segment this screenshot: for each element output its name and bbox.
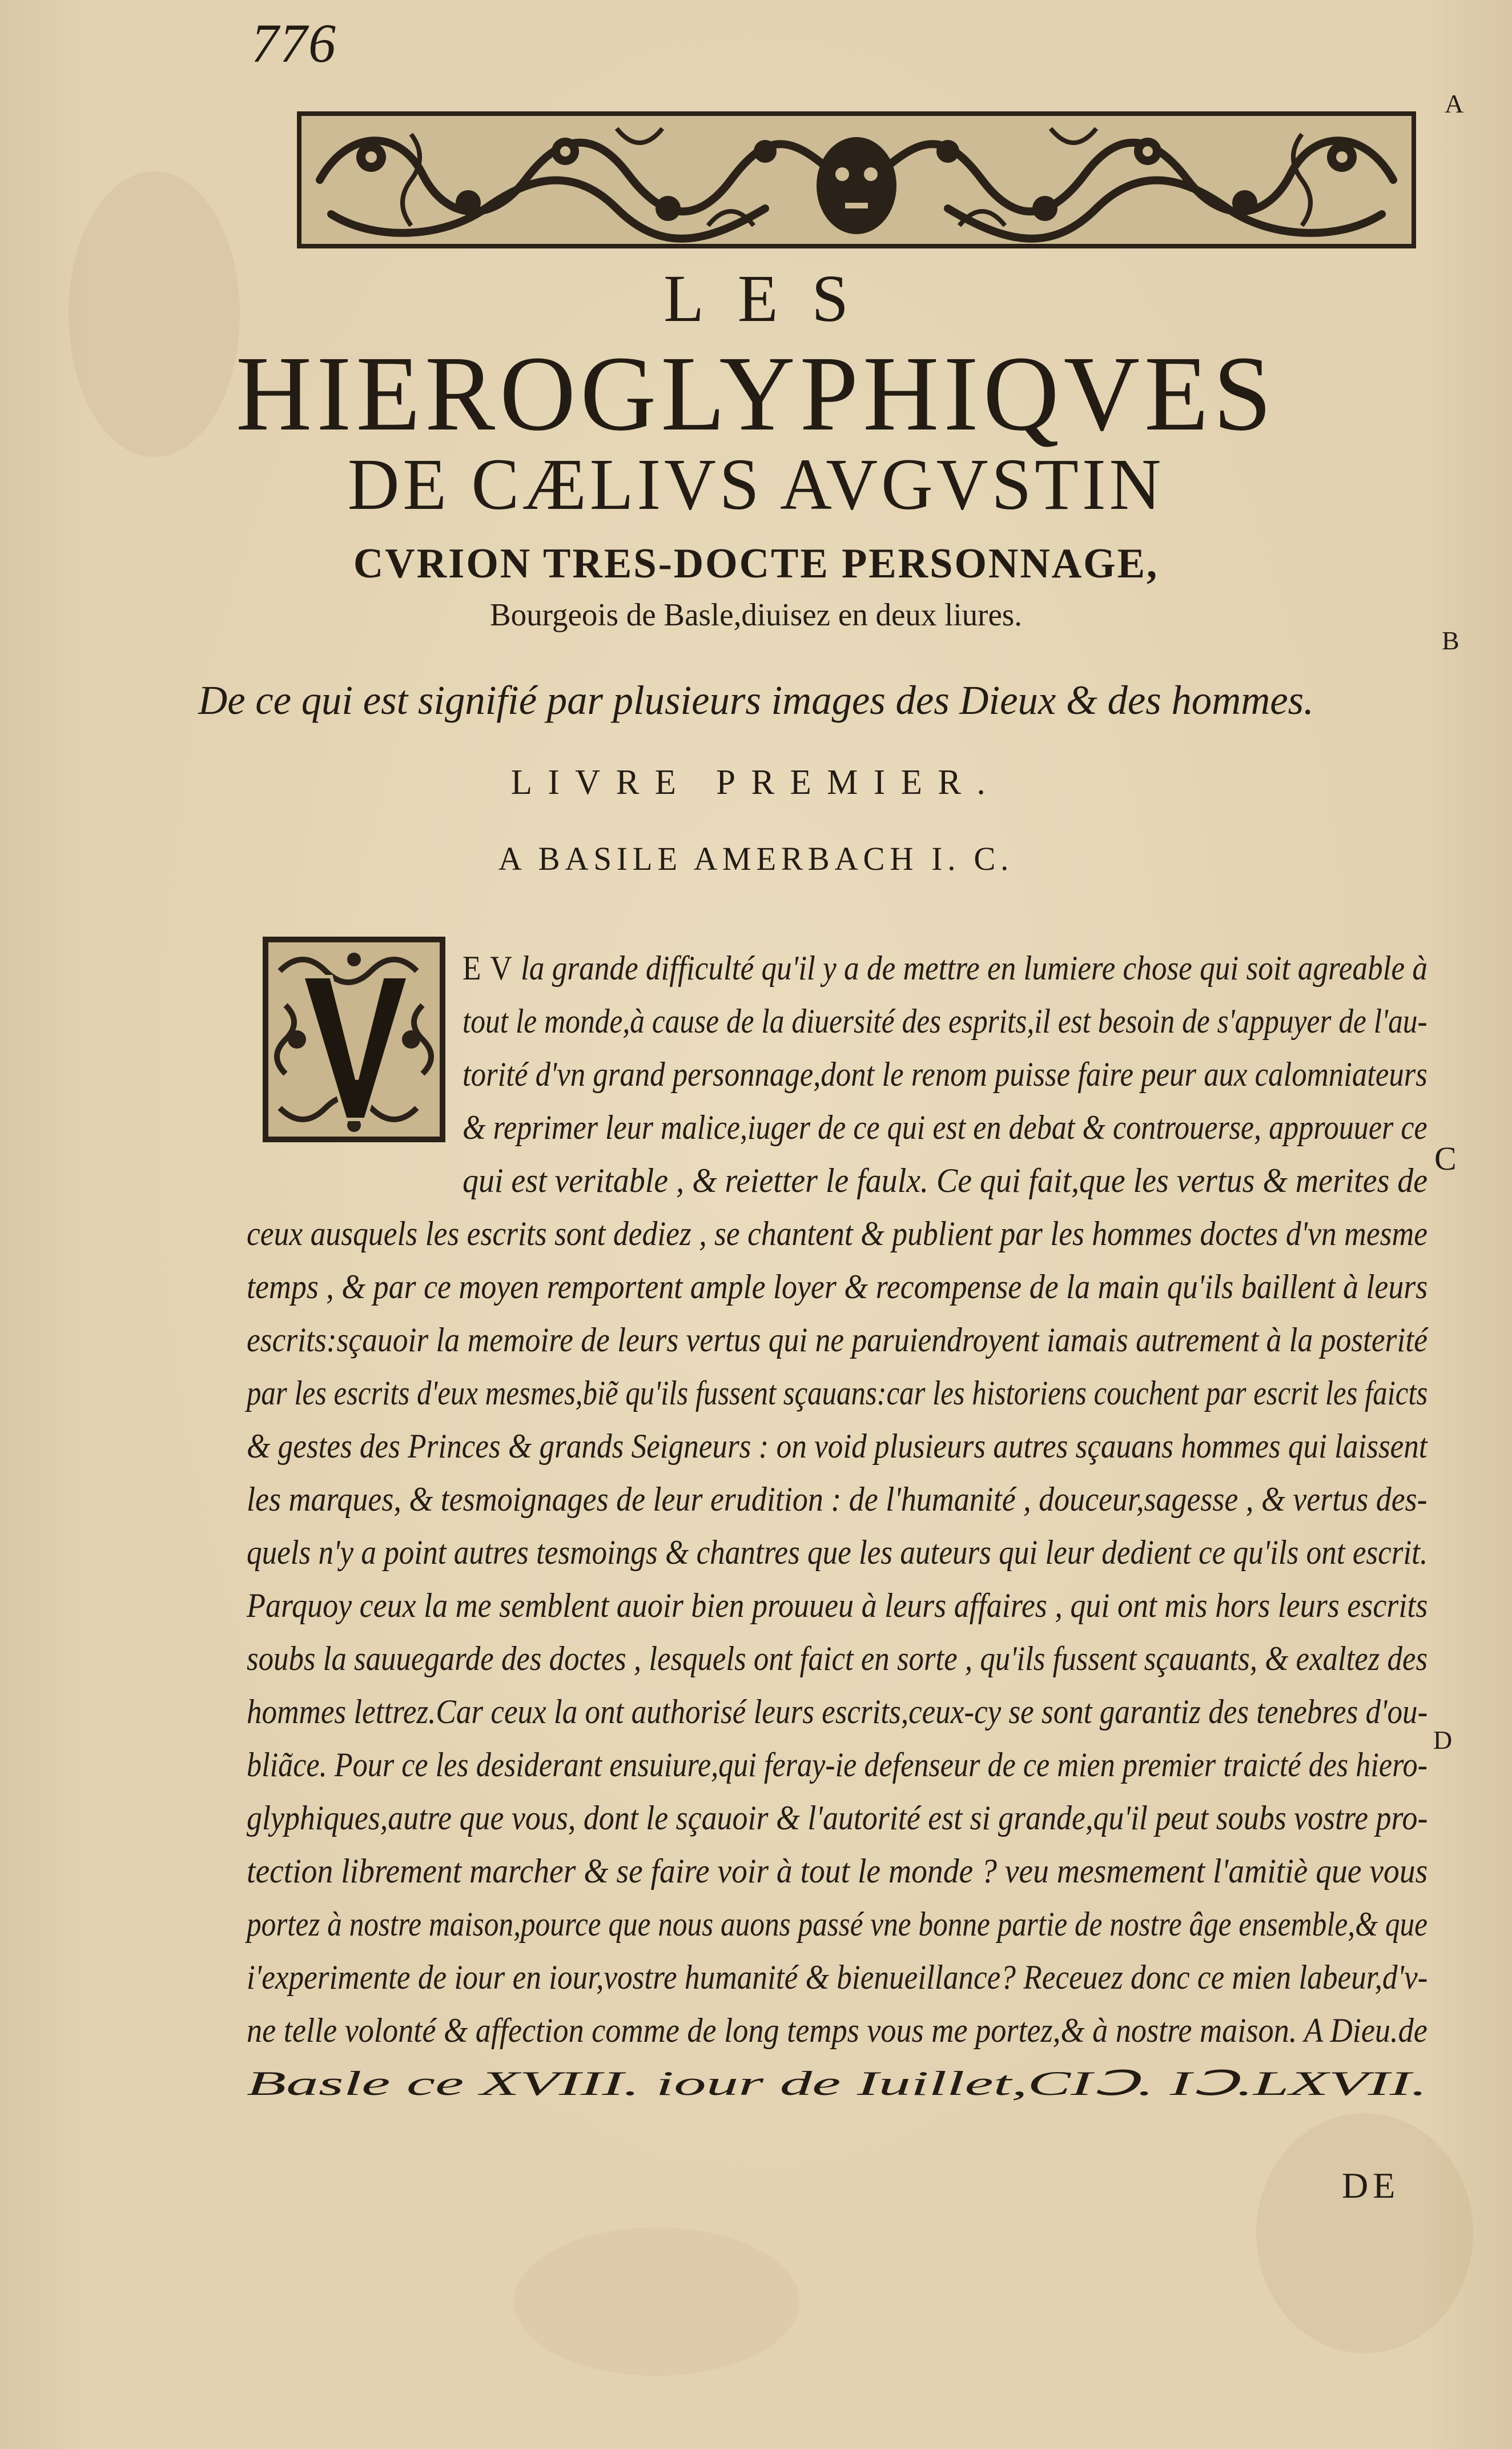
title-imprint-line: Bourgeois de Basle,diuisez en deux liures. <box>489 597 1023 633</box>
body-line-15: hommes lettrez.Car ceux la ont authorisé leurs escrits,ceux-cy se sont garantiz des tenebres d'ou- <box>247 1693 1428 1731</box>
body-line-21: ne telle volonté & affection comme de long temps vous me portez,& à nostre maison. A Dieu.de <box>247 2012 1427 2049</box>
paper-stain <box>1256 2113 1473 2353</box>
body-line-text: la grande difficulté qu'il y a de mettre en lumiere chose qui soit agreable à <box>520 949 1428 987</box>
paper-stain <box>514 2227 799 2376</box>
body-line-14: soubs la sauuegarde des doctes , lesquels ont faict en sorte , qu'ils fussent sçauants, & exaltez des <box>247 1640 1428 1677</box>
title-les: LES <box>663 261 882 336</box>
body-first-word: E V <box>463 949 513 987</box>
body-line-16: bliãce. Pour ce les desiderant ensuiure,qui feray-ie defenseur de ce mien premier traicté des hiero- <box>247 1746 1427 1784</box>
body-line-12: quels n'y a point autres tesmoings & chantres que les auteurs qui leur dedient ce qu'ils ont escrit. <box>247 1533 1428 1571</box>
body-line-4: & reprimer leur malice,iuger de ce qui est en debat & controuerse, approuuer ce <box>463 1109 1427 1146</box>
subtitle: De ce qui est signifié par plusieurs images des Dieux & des hommes. <box>198 677 1314 723</box>
title-author-name: DE CÆLIVS AVGVSTIN <box>347 444 1165 525</box>
body-line-2: tout le monde,à cause de la diuersité des esprits,il est besoin de s'appuyer de l'au- <box>463 1002 1427 1040</box>
body-line-3: torité d'vn grand personnage,dont le renom puisse faire peur aux calomniateurs <box>463 1055 1427 1093</box>
body-line-13: Parquoy ceux la me semblent auoir bien prouueu à leurs affaires , qui ont mis hors leurs escrits <box>247 1587 1428 1624</box>
book-heading: LIVRE PREMIER. <box>510 763 1002 802</box>
body-line-8: escrits:sçauoir la memoire de leurs vertus qui ne paruiendroyent iamais autrement à la posterité <box>247 1321 1427 1359</box>
body-line-19: portez à nostre maison,pource que nous auons passé vne bonne partie de nostre âge ensemble,& que <box>247 1905 1427 1943</box>
body-line-1 <box>463 951 1427 985</box>
body-line-5: qui est veritable , & reietter le faulx. Ce qui fait,que les vertus & merites de <box>463 1162 1428 1199</box>
title-hieroglyphiques: HIEROGLYPHIQVES <box>235 334 1277 453</box>
body-line-20: i'experimente de iour en iour,vostre humanité & bienueillance? Receuez donc ce mien labeur,d'v- <box>247 1958 1428 1996</box>
dedication-heading: A BASILE AMERBACH I. C. <box>498 840 1014 877</box>
body-line-6: ceux ausquels les escrits sont dediez , se chantent & publient par les hommes doctes d'vn mesme <box>247 1215 1428 1252</box>
margin-letter-a: A <box>1445 89 1464 118</box>
body-line-10: & gestes des Princes & grands Seigneurs : on void plusieurs autres sçauans hommes qui laissent <box>247 1427 1427 1465</box>
margin-letter-d: D <box>1433 1725 1453 1755</box>
body-line-17: glyphiques,autre que vous, dont le sçauoir & l'autorité est si grande,qu'il peut soubs vostre pro- <box>247 1799 1428 1837</box>
ornamental-headpiece <box>297 111 1416 248</box>
margin-letter-b: B <box>1442 626 1459 655</box>
body-line-22: Basle ce XVIII. iour de Iuillet,CIↃ. IↃ.LXVII. <box>247 2065 1427 2102</box>
title-author-description: CVRION TRES-DOCTE PERSONNAGE, <box>353 540 1159 587</box>
body-line-11: les marques, & tesmoignages de leur erudition : de l'humanité , douceur,sagesse , & vertus des- <box>247 1480 1427 1518</box>
drop-cap-v <box>263 937 445 1142</box>
body-line-7: temps , & par ce moyen remportent ample loyer & recompense de la main qu'ils baillent à leurs <box>247 1268 1428 1306</box>
body-line-18: tection librement marcher & se faire voir à tout le monde ? veu mesmement l'amitiè que vous <box>247 1852 1428 1890</box>
body-line-9: par les escrits d'eux mesmes,biẽ qu'ils fussent sçauans:car les historiens couchent par escrit les faicts <box>247 1374 1428 1412</box>
margin-letter-c: C <box>1434 1140 1457 1177</box>
catchword: DE <box>1342 2165 1400 2206</box>
page-number: 776 <box>251 13 337 74</box>
